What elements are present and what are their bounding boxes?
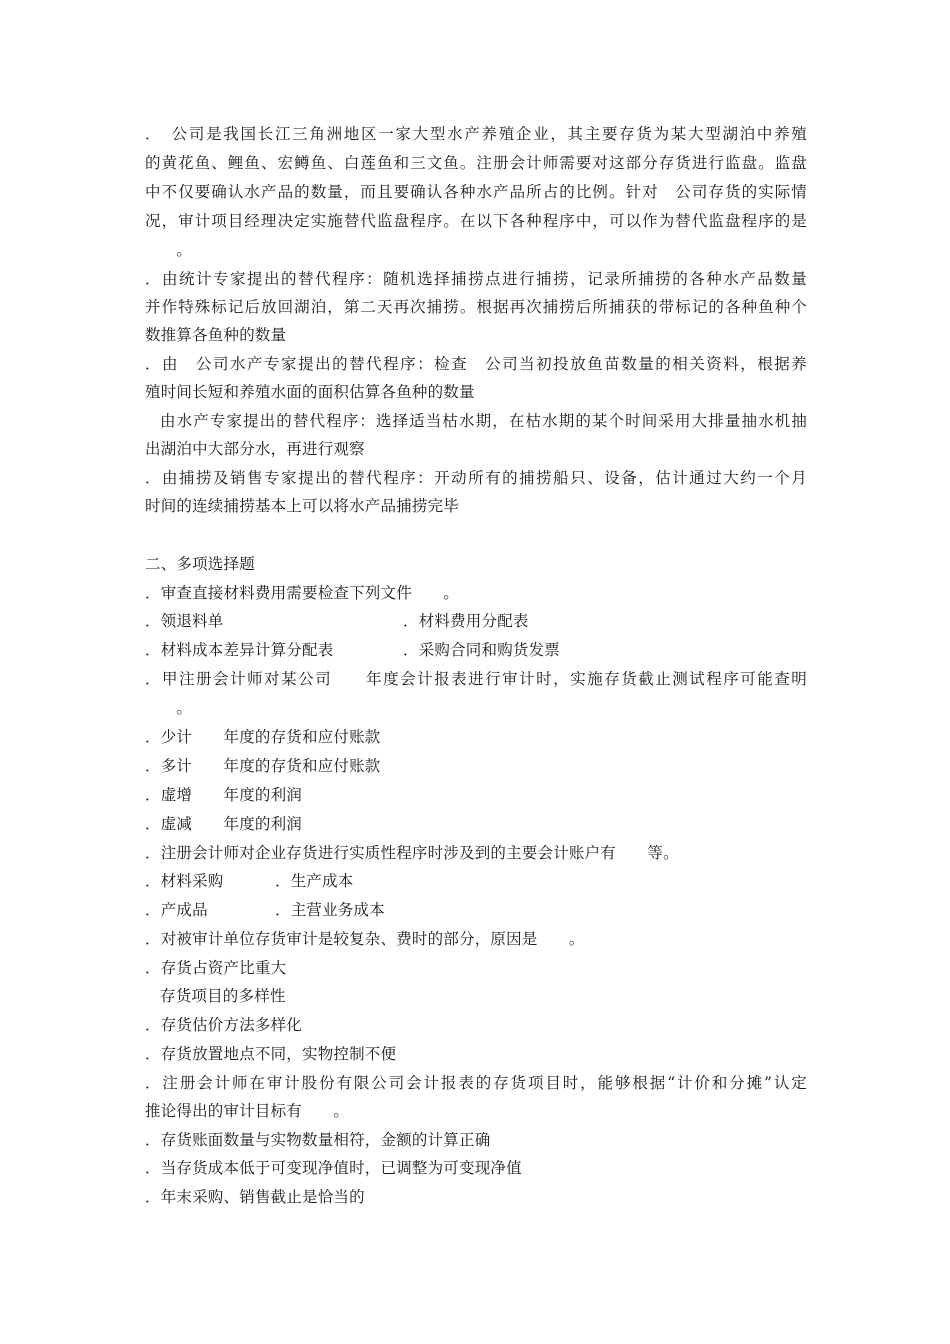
option-b: ．当存货成本低于可变现净值时，已调整为可变现净值 bbox=[145, 1159, 522, 1177]
option-c: ．虚增 年度的利润 bbox=[145, 786, 303, 804]
question-stem-line: ． 公司是我国长江三角洲地区一家大型水产养殖企业，其主要存货为某大型湖泊中养殖 bbox=[145, 125, 807, 143]
option-d: ．主营业务成本 bbox=[275, 901, 385, 919]
option-c: ．产成品 bbox=[145, 901, 208, 919]
option-row bbox=[145, 871, 354, 891]
option-a: ．存货占资产比重大 bbox=[145, 959, 287, 977]
option-b: 存货项目的多样性 bbox=[160, 987, 286, 1005]
question-stem: ．对被审计单位存货审计是较复杂、费时的部分，原因是 。 bbox=[145, 930, 585, 948]
option-a: ．少计 年度的存货和应付账款 bbox=[145, 728, 381, 746]
question-stem: 推论得出的审计目标有 。 bbox=[145, 1102, 350, 1120]
question-stem-line: 。 bbox=[145, 241, 193, 259]
option-c: ．材料成本差异计算分配表 bbox=[145, 641, 334, 659]
option-b-line: ．由 公司水产专家提出的替代程序：检查 公司当初投放鱼苗数量的相关资料，根据养 bbox=[145, 355, 807, 373]
option-row bbox=[145, 900, 385, 920]
option-b: ．材料费用分配表 bbox=[403, 612, 529, 630]
question-stem: ．注册会计师对企业存货进行实质性程序时涉及到的主要会计账户有 等。 bbox=[145, 844, 679, 862]
question-stem-line: 况，审计项目经理决定实施替代监盘程序。在以下各种程序中，可以作为替代监盘程序的是 bbox=[145, 212, 807, 230]
option-b-line: 殖时间长短和养殖水面的面积估算各鱼种的数量 bbox=[145, 383, 475, 401]
option-a-line: ．由统计专家提出的替代程序：随机选择捕捞点进行捕捞，记录所捕捞的各种水产品数量 bbox=[145, 270, 807, 288]
question-stem-line: 的黄花鱼、鲤鱼、宏鳟鱼、白莲鱼和三文鱼。注册会计师需要对这部分存货进行监盘。监盘 bbox=[145, 154, 807, 172]
option-c-line: 出湖泊中大部分水，再进行观察 bbox=[145, 440, 365, 458]
option-c: ．存货估价方法多样化 bbox=[145, 1016, 303, 1034]
section-title: 二、多项选择题 bbox=[145, 555, 255, 573]
option-a: ．存货账面数量与实物数量相符，金额的计算正确 bbox=[145, 1131, 491, 1149]
option-a: ．材料采购 bbox=[145, 872, 224, 890]
question-stem: ．审查直接材料费用需要检查下列文件 。 bbox=[145, 584, 460, 602]
option-b: ．生产成本 bbox=[275, 872, 354, 890]
option-d-line: ．由捕捞及销售专家提出的替代程序：开动所有的捕捞船只、设备，估计通过大约一个月 bbox=[145, 469, 807, 487]
option-d: ．存货放置地点不同，实物控制不便 bbox=[145, 1045, 397, 1063]
option-a-line: 并作特殊标记后放回湖泊，第二天再次捕捞。根据再次捕捞后所捕获的带标记的各种鱼种个 bbox=[145, 298, 807, 316]
option-b: ．多计 年度的存货和应付账款 bbox=[145, 757, 381, 775]
question-stem: 。 bbox=[145, 699, 193, 717]
option-c: ．年末采购、销售截止是恰当的 bbox=[145, 1188, 365, 1206]
option-d: ．虚减 年度的利润 bbox=[145, 815, 303, 833]
option-d: ．采购合同和购货发票 bbox=[403, 641, 561, 659]
option-row bbox=[145, 611, 529, 631]
question-stem-line: 中不仅要确认水产品的数量，而且要确认各种水产品所占的比例。针对 公司存货的实际情 bbox=[145, 183, 807, 201]
option-a-line: 数推算各鱼种的数量 bbox=[145, 326, 287, 344]
option-row bbox=[145, 640, 561, 660]
question-stem: ．甲注册会计师对某公司 年度会计报表进行审计时，实施存货截止测试程序可能查明 bbox=[145, 670, 807, 688]
option-c-line: 由水产专家提出的替代程序：选择适当枯水期，在枯水期的某个时间采用大排量抽水机抽 bbox=[160, 412, 807, 430]
option-d-line: 时间的连续捕捞基本上可以将水产品捕捞完毕 bbox=[145, 497, 460, 515]
option-a: ．领退料单 bbox=[145, 612, 224, 630]
question-stem: ．注册会计师在审计股份有限公司会计报表的存货项目时，能够根据“计价和分摊”认定 bbox=[145, 1074, 807, 1092]
